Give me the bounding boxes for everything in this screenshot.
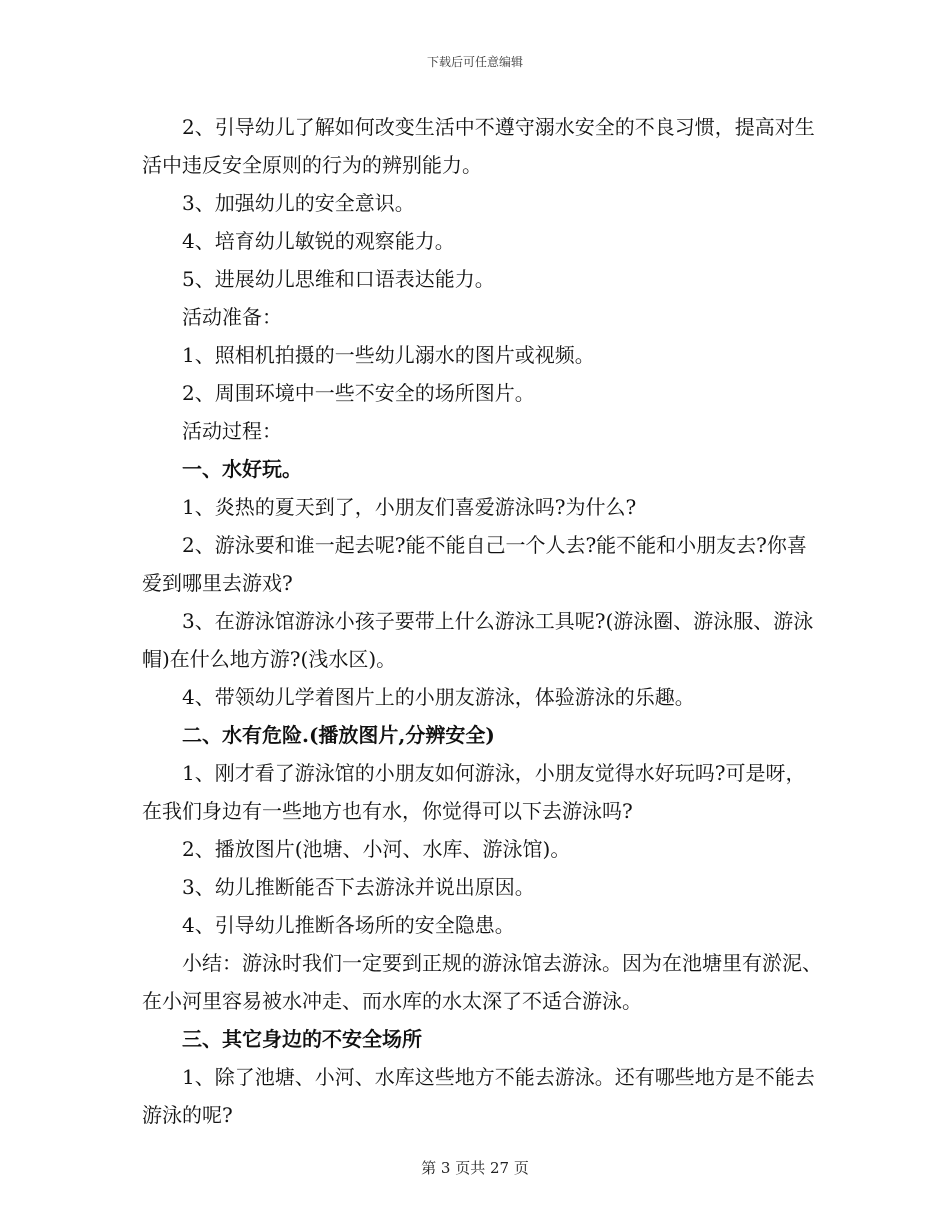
section-label: 活动准备： (182, 305, 282, 329)
paragraph: 1、刚才看了游泳馆的小朋友如何游泳，小朋友觉得水好玩吗?可是呀，在我们身边有一些地方也有水，你觉得可以下去游泳吗? (142, 761, 806, 823)
page-header: 下载后可任意编辑 (426, 55, 523, 69)
paragraph: 3、在游泳馆游泳小孩子要带上什么游泳工具呢?(游泳圈、游泳服、游泳帽)在什么地方游?(浅水区)。 (142, 609, 814, 671)
page-footer: 第 3 页共 27 页 (421, 1159, 529, 1177)
summary-paragraph: 小结：游泳时我们一定要到正规的游泳馆去游泳。因为在池塘里有淤泥、在小河里容易被水冲走、而水库的水太深了不适合游泳。 (142, 951, 822, 1013)
section-heading: 二、水有危险.(播放图片,分辨安全) (182, 723, 495, 747)
document-body (142, 108, 822, 1134)
paragraph: 1、照相机拍摄的一些幼儿溺水的图片或视频。 (182, 343, 595, 367)
section-heading: 一、水好玩。 (182, 457, 302, 481)
paragraph: 2、引导幼儿了解如何改变生活中不遵守溺水安全的不良习惯，提高对生活中违反安全原则的行为的辨别能力。 (142, 115, 815, 177)
paragraph: 1、除了池塘、小河、水库这些地方不能去游泳。还有哪些地方是不能去游泳的呢? (142, 1065, 815, 1127)
section-label: 活动过程： (182, 419, 282, 443)
paragraph: 3、加强幼儿的安全意识。 (182, 191, 415, 215)
paragraph: 3、幼儿推断能否下去游泳并说出原因。 (182, 875, 535, 899)
paragraph: 5、进展幼儿思维和口语表达能力。 (182, 267, 495, 291)
paragraph: 1、炎热的夏天到了，小朋友们喜爱游泳吗?为什么? (182, 495, 637, 519)
paragraph: 2、游泳要和谁一起去呢?能不能自己一个人去?能不能和小朋友去?你喜爱到哪里去游戏? (142, 533, 807, 595)
paragraph: 4、培育幼儿敏锐的观察能力。 (182, 229, 455, 253)
paragraph: 4、带领幼儿学着图片上的小朋友游泳，体验游泳的乐趣。 (182, 685, 695, 709)
paragraph: 4、引导幼儿推断各场所的安全隐患。 (182, 913, 515, 937)
paragraph: 2、周围环境中一些不安全的场所图片。 (182, 381, 535, 405)
section-heading: 三、其它身边的不安全场所 (182, 1027, 422, 1051)
paragraph: 2、播放图片(池塘、小河、水库、游泳馆)。 (182, 837, 571, 861)
